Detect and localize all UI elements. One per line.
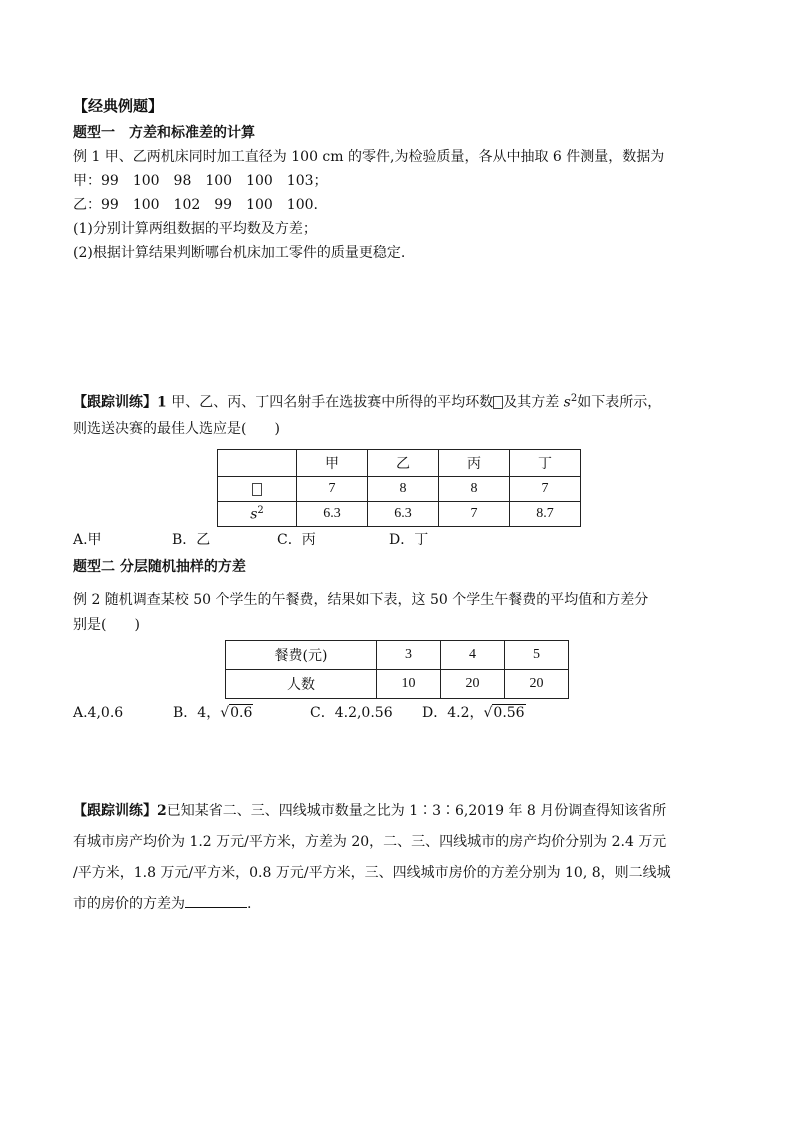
example2-line1: 例 2 随机调查某校 50 个学生的午餐费，结果如下表，这 50 个学生午餐费的平均值和方差分: [73, 592, 649, 608]
table-header-bing: 丙: [439, 450, 510, 477]
practice1-line1: [73, 388, 661, 414]
option-a: A.4,0.6: [73, 705, 124, 721]
section-title: 【经典例题】: [73, 97, 164, 115]
practice2-line2: 有城市房产均价为 1.2 万元/平方米，方差为 20，二、三、四线城市的房产均价分别为 2.4 万元: [73, 834, 667, 850]
xbar-icon: [252, 483, 262, 496]
table-cell: 8: [439, 477, 510, 502]
answer-blank[interactable]: [185, 893, 247, 908]
s-sup: 2: [570, 393, 578, 404]
practice1-options: [73, 529, 428, 551]
practice1-text-a: 甲、乙、丙、丁四名射手在选拔赛中所得的平均环数: [166, 394, 494, 411]
table-cell: 5: [505, 641, 569, 670]
s-symbol: s: [250, 506, 258, 523]
practice2-tag: 【跟踪训练】2: [73, 803, 167, 819]
practice2-line4-text: 市的房价的方差为: [73, 896, 185, 912]
table-header-ding: 丁: [510, 450, 581, 477]
table-row-label: 人数: [226, 670, 377, 699]
table-header-yi: 乙: [368, 450, 439, 477]
practice2-line3: /平方米，1.8 万元/平方米，0.8 万元/平方米，三、四线城市房价的方差分别为 10, 8，则二线城: [73, 865, 671, 881]
practice1-line2: 则选送决赛的最佳人选应是( ): [73, 421, 280, 437]
practice2-line1: [73, 800, 666, 822]
table-cell: 8.7: [510, 502, 581, 527]
s-symbol: s: [563, 394, 571, 411]
example1-row-yi: [73, 194, 318, 216]
row-yi-label: 乙：: [73, 197, 101, 213]
table-row: [226, 641, 569, 670]
option-b-radicand: 0.6: [230, 705, 253, 721]
option-d-radicand: 0.56: [493, 705, 525, 721]
table-cell: 10: [377, 670, 441, 699]
example1-question1: (1)分别计算两组数据的平均数及方差；: [73, 221, 317, 237]
option-d-prefix: D．4.2，: [422, 705, 484, 721]
table-header-jia: 甲: [297, 450, 368, 477]
example1-line1: 例 1 甲、乙两机床同时加工直径为 100 cm 的零件,为检验质量，各从中抽取 6 件测量，数据为: [73, 149, 665, 165]
practice1-table: [217, 449, 581, 527]
table-row: [218, 477, 581, 502]
option-b: [173, 702, 310, 724]
table-cell: 8: [368, 477, 439, 502]
table-cell: 3: [377, 641, 441, 670]
table-cell: 6.3: [368, 502, 439, 527]
option-a: A.甲: [73, 532, 102, 548]
sqrt-icon: √0.6: [220, 705, 253, 721]
row-jia-values: 99 100 98 100 100 103；: [101, 173, 328, 189]
practice1-tag: 【跟踪训练】1: [73, 394, 167, 411]
option-c: C．4.2,0.56: [310, 705, 393, 721]
option-c: C．丙: [277, 532, 316, 548]
practice2-line4-end: .: [247, 896, 252, 912]
type2-heading: 题型二 分层随机抽样的方差: [73, 559, 246, 575]
table-cell: 20: [505, 670, 569, 699]
table-cell: 7: [439, 502, 510, 527]
table-row-label-xbar: [218, 477, 297, 502]
example2-line2: 别是( ): [73, 617, 140, 633]
table-cell: 7: [510, 477, 581, 502]
option-d: [422, 705, 526, 721]
example1-question2: (2)根据计算结果判断哪台机床加工零件的质量更稳定.: [73, 245, 406, 261]
table-row-label-s2: [218, 502, 297, 527]
xbar-icon: [493, 396, 503, 409]
example1-row-jia: [73, 170, 328, 192]
practice2-text: 已知某省二、三、四线城市数量之比为 1∶3∶6,2019 年 8 月份调查得知该省所: [166, 803, 667, 819]
row-yi-values: 99 100 102 99 100 100.: [101, 197, 318, 213]
table-cell: 4: [441, 641, 505, 670]
table-cell: 20: [441, 670, 505, 699]
s-sup: 2: [257, 505, 264, 517]
sqrt-icon: √0.56: [483, 705, 525, 721]
table-row: [226, 670, 569, 699]
option-d: D．丁: [389, 532, 429, 548]
practice2-line4: [73, 893, 251, 915]
option-b: B．乙: [172, 532, 211, 548]
practice1-text-b: 及其方差: [503, 394, 564, 411]
practice1-text-c: 如下表所示，: [577, 394, 662, 411]
example2-table: [225, 640, 569, 699]
table-cell-empty: [218, 450, 297, 477]
table-row: [218, 502, 581, 527]
example2-options: [73, 702, 526, 724]
table-row: [218, 450, 581, 477]
option-b-prefix: B．4，: [173, 705, 221, 721]
table-row-label: 餐费(元): [226, 641, 377, 670]
table-cell: 6.3: [297, 502, 368, 527]
row-jia-label: 甲：: [73, 173, 101, 189]
table-cell: 7: [297, 477, 368, 502]
type1-heading: 题型一 方差和标准差的计算: [73, 125, 255, 141]
